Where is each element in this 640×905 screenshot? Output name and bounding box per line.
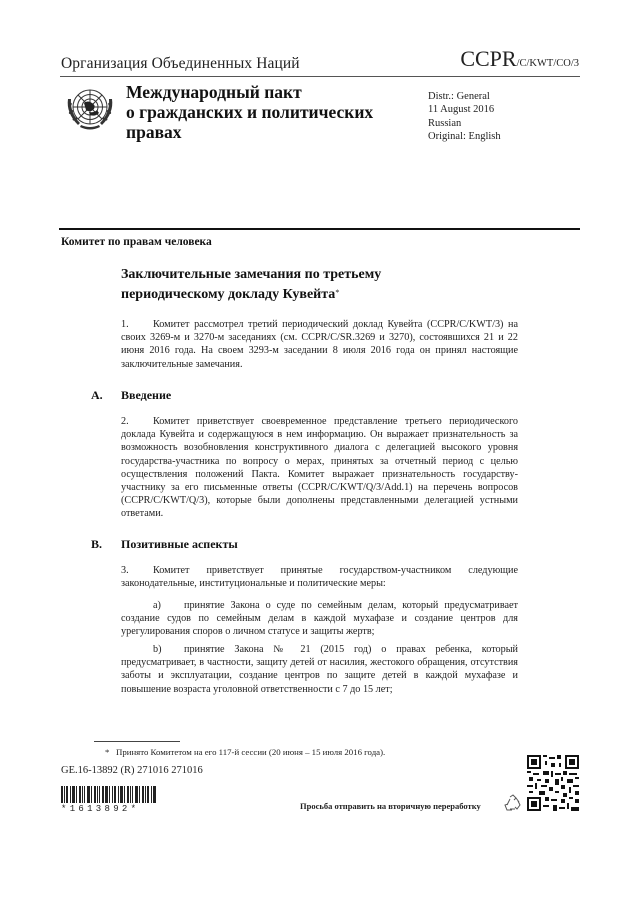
paragraph-number: 3. xyxy=(121,565,129,576)
subitem-text: принятие Закона № 21 (2015 год) о правах ребенка, который предусматривает, в частности, защиту детей от насилия, жестокого обращения, отсутствия заботы и эксплуатации, создание центров по защите детей в каждой мухафазе и повышение возраста уголовной ответственности с 7 до 15 лет; xyxy=(121,644,518,695)
section-letter: B. xyxy=(91,537,103,551)
section-a-heading xyxy=(91,388,171,403)
subitem-text: принятие Закона о суде по семейным делам, который предусматривает создание судов по семейным делам в каждой мухафазе и создание центров для урегулирования споров о личном статусе и защиты жертв; xyxy=(121,600,518,638)
footnote-text: Принято Комитетом на его 117-й сессии (20 июня – 15 июля 2016 года). xyxy=(116,747,386,757)
subitem-a xyxy=(121,599,518,639)
paragraph-3 xyxy=(121,564,518,590)
footnote-marker: * xyxy=(105,747,110,757)
symbol-main: CCPR xyxy=(460,46,517,71)
un-emblem-icon xyxy=(62,81,118,137)
paragraph-text: Комитет приветствует принятые государством-участником следующие законодательные, институциональные и политические меры: xyxy=(121,565,518,590)
section-b-heading xyxy=(91,537,238,552)
covenant-title-line-1: Международный пакт xyxy=(126,82,302,102)
recycle-notice: Просьба отправить на вторичную переработку xyxy=(300,801,481,811)
paragraph-text: Комитет рассмотрел третий периодический доклад Кувейта (CCPR/C/KWT/3) на своих 3269-м и 3270-м заседаниях (см. CCPR/C/SR.3269 и 3270), состоявшихся 21 и 22 июня 2016 года. На своем 3293-м заседании 8 июля 2016 года он принял настоящие заключительные замечания. xyxy=(121,319,518,370)
paragraph-number: 2. xyxy=(121,416,129,427)
paragraph-2 xyxy=(121,415,518,521)
document-language: Russian xyxy=(428,117,462,129)
covenant-title xyxy=(126,82,373,142)
report-title xyxy=(121,266,381,304)
subitem-label: a) xyxy=(153,600,161,611)
distribution-type: Distr.: General xyxy=(428,91,490,102)
section-title: Позитивные аспекты xyxy=(121,537,238,551)
header-divider xyxy=(60,76,580,77)
paragraph-text: Комитет приветствует своевременное представление третьего периодического доклада Кувейта и содержащуюся в нем информацию. Он выражает признательность за возможность возобновления конструктивного диалога с делегацией высокого уровня государства-участника по вопросу о мерах, принятых за отчетный период с целью осуществления положений Пакта. Комитет выражает признательность государству-участнику за его письменные ответы (CCPR/C/KWT/Q/3/Add.1) на перечень вопросов (CCPR/C/KWT/Q/3), которые были дополнены представленными делегацией устными ответами. xyxy=(121,416,518,520)
qr-code-icon xyxy=(527,755,579,811)
barcode-number: *1613892* xyxy=(61,804,140,814)
section-title: Введение xyxy=(121,388,172,402)
subitem-label: b) xyxy=(153,644,162,655)
original-language: Original: English xyxy=(428,130,501,142)
title-divider xyxy=(59,228,580,230)
committee-name: Комитет по правам человека xyxy=(61,236,212,248)
document-symbol xyxy=(460,46,579,72)
report-title-line-1: Заключительные замечания по третьему xyxy=(121,267,382,282)
footnote-divider xyxy=(94,741,180,742)
report-title-line-2: периодическому докладу Кувейта xyxy=(121,287,336,302)
paragraph-1 xyxy=(121,318,518,371)
footnote-marker: * xyxy=(335,288,340,297)
distribution-info xyxy=(428,90,501,143)
section-letter: A. xyxy=(91,388,103,402)
covenant-title-line-2: о гражданских и политических xyxy=(126,102,374,122)
barcode-icon xyxy=(61,786,156,803)
organization-name: Организация Объединенных Наций xyxy=(61,55,300,72)
footnote xyxy=(105,747,385,757)
symbol-suffix: /C/KWT/CO/3 xyxy=(516,58,579,69)
document-date: 11 August 2016 xyxy=(428,104,495,116)
covenant-title-line-3: правах xyxy=(126,122,182,142)
subitem-b xyxy=(121,643,518,696)
job-number: GE.16-13892 (R) 271016 271016 xyxy=(61,765,203,776)
paragraph-number: 1. xyxy=(121,319,129,330)
recycle-icon xyxy=(503,793,523,813)
